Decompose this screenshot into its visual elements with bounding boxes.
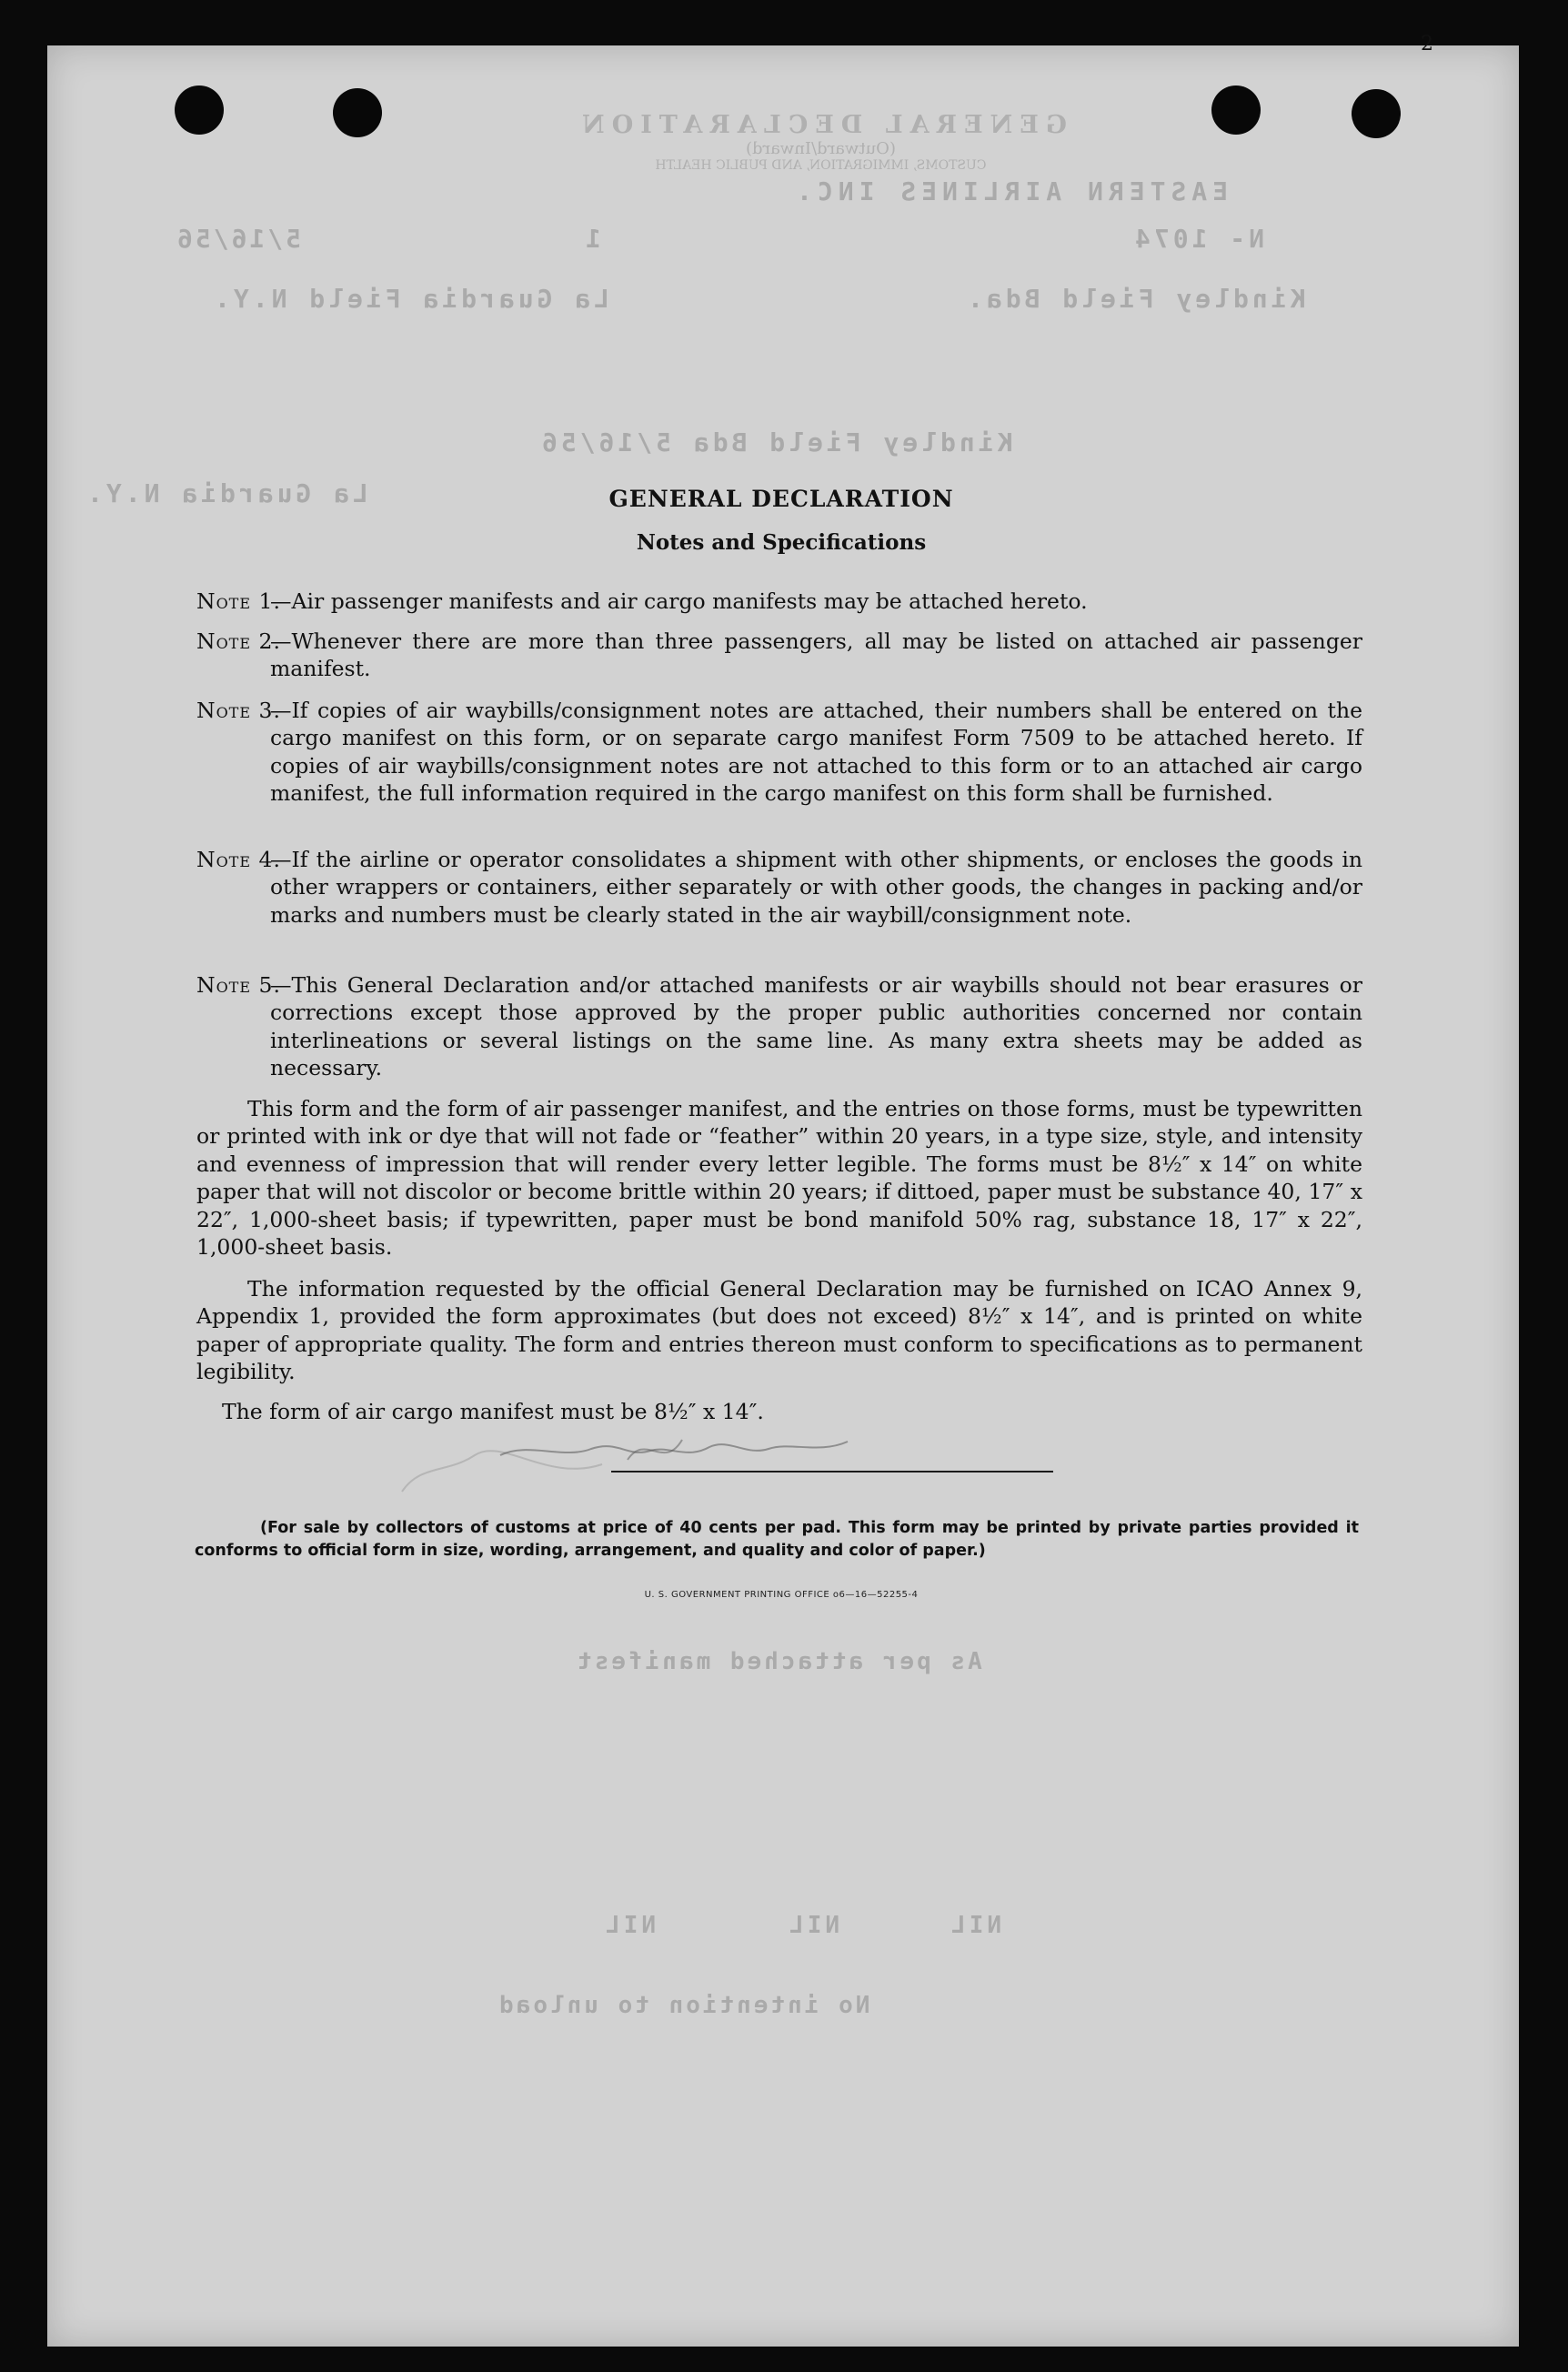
note-text: —This General Declaration and/or attached manifests or air waybills should not bear erasures or corrections except those approved by the proper public authorities concerned nor contain interlineations or several listings on the same line. As many extra sheets may be added as necessary.: [270, 972, 1362, 1081]
sale-notice: (For sale by collectors of customs at price of 40 cents per pad. This form may be printed by private parties provided it conforms to official form in size, wording, arrangement, and quality and color of paper.): [195, 1519, 1359, 1560]
signature-scribble: [491, 1414, 855, 1478]
bleed-manifest: As per attached manifest: [575, 1648, 982, 1675]
printing-office-line: U. S. GOVERNMENT PRINTING OFFICE o6—16—52255-4: [644, 1590, 919, 1600]
form-subtitle: Notes and Specifications: [636, 530, 927, 555]
form-title: GENERAL DECLARATION: [608, 486, 954, 512]
punch-hole-right: [1211, 85, 1261, 135]
note-5: [196, 971, 1362, 1082]
punch-hole-left: [175, 85, 224, 135]
note-2: [196, 628, 1362, 683]
paragraph-typewriting-specs: This form and the form of air passenger manifest, and the entries on those forms, must be typewritten or printed with ink or dye that will not fade or “feather” within 20 years, in a type size, style, and intensity and evenness of impression that will render every letter legible. The forms must be 8½″ x 14″ on white paper that will not discolor or become brittle within 20 years; if dittoed, paper must be substance 40, 17″ x 22″, 1,000-sheet basis; if typewritten, paper must be bond manifold 50% rag, substance 18, 17″ x 22″, 1,000-sheet basis.: [196, 1096, 1362, 1261]
bleed-registration: N- 1074: [1131, 224, 1265, 254]
bleed-departure: Kindley Field Bda.: [964, 284, 1306, 314]
note-label: Note 2.: [196, 628, 281, 654]
signature-line: [611, 1471, 1053, 1472]
bleed-route-1: Kindley Field Bda 5/16/56: [538, 427, 1013, 457]
bleed-entry: La Guardia Field N.Y.: [211, 284, 610, 314]
note-label: Note 3.: [196, 698, 281, 723]
note-1: [196, 588, 1362, 615]
note-label: Note 1.: [196, 588, 281, 614]
bleed-no-unload: No intention to unload: [497, 1992, 870, 2019]
bleed-header: GENERAL DECLARATION (Outward/Inward) CUSTOMS, IMMIGRATION, AND PUBLIC HEALTH: [575, 111, 1067, 173]
note-text: —Whenever there are more than three passengers, all may be listed on attached air passenger manifest.: [270, 628, 1362, 682]
bleed-date: 5/16/56: [175, 224, 302, 254]
note-label: Note 4.: [196, 847, 281, 872]
paragraph-cargo-manifest-size: The form of air cargo manifest must be 8½″ x 14″.: [222, 1399, 764, 1424]
paragraph-icao-annex: The information requested by the official General Declaration may be furnished on ICAO Annex 9, Appendix 1, provided the form approximates (but does not exceed) 8½″ x 14″, and is printed on white paper of appropriate quality. The form and entries thereon must conform to specifications as to permanent legibility.: [196, 1276, 1362, 1385]
bleed-airline: EASTERN AIRLINES INC.: [791, 176, 1229, 206]
punch-hole-center: [333, 88, 382, 137]
note-label: Note 5.: [196, 972, 281, 998]
bleed-flight: 1: [586, 224, 601, 254]
bleed-route-2: La Guardia N.Y.: [84, 478, 368, 508]
note-3: [196, 697, 1362, 808]
bleed-nil-3: NIL: [602, 1912, 656, 1939]
note-text: —If the airline or operator consolidates a shipment with other shipments, or encloses the goods in other wrappers or containers, either separately or with other goods, the changes in packing and/or marks and numbers must be clearly stated in the air waybill/consignment note.: [270, 847, 1362, 928]
note-4: [196, 846, 1362, 929]
page-number-mark: 2: [1421, 33, 1433, 55]
note-text: —Air passenger manifests and air cargo manifests may be attached hereto.: [270, 588, 1088, 614]
note-text: —If copies of air waybills/consignment notes are attached, their numbers shall be entered on the cargo manifest on this form, or on separate cargo manifest Form 7509 to be attached hereto. If copies of air waybills/consignment notes are not attached to this form or to an attached air cargo manifest, the full information required in the cargo manifest on this form shall be furnished.: [270, 698, 1362, 807]
punch-hole-far-right: [1352, 89, 1401, 138]
bleed-nil-1: NIL: [948, 1912, 1001, 1939]
bleed-nil-2: NIL: [786, 1912, 839, 1939]
